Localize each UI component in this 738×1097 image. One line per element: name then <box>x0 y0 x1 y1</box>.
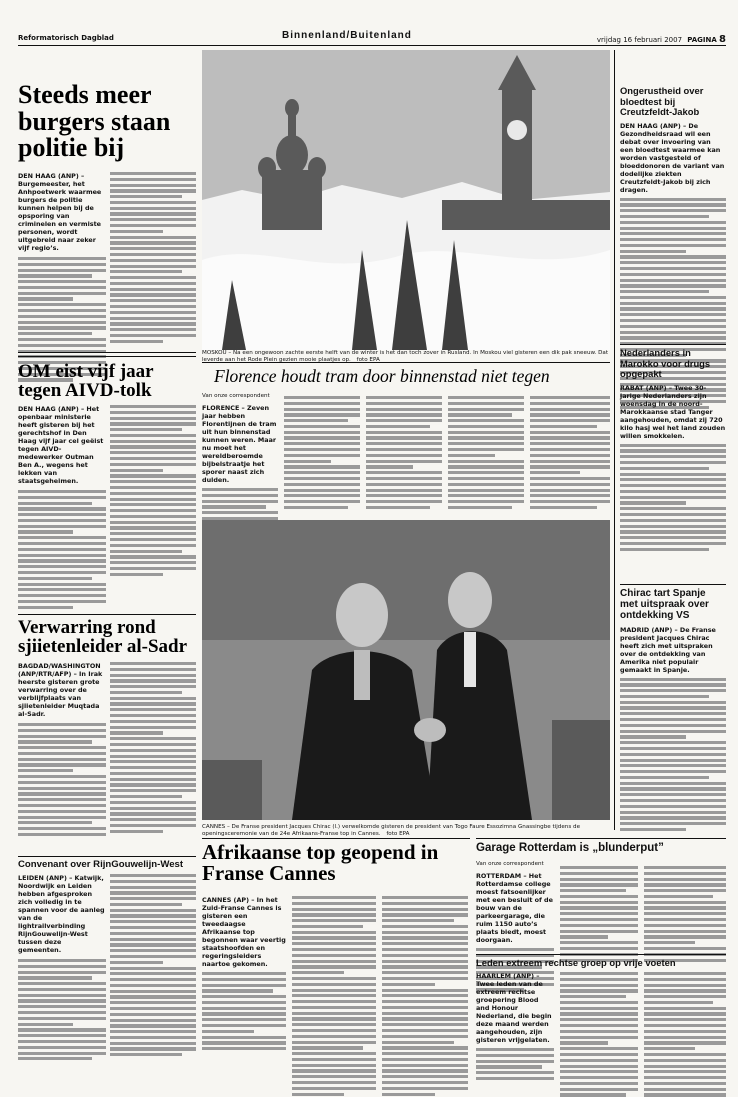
side3-headline: Chirac tart Spanje met uitspraak over ontdekking VS <box>620 588 709 622</box>
sadr-col-2 <box>110 662 196 833</box>
rijn-col-2 <box>110 874 196 1056</box>
header-rule <box>18 45 726 46</box>
chirac-gnassingbe-photo <box>202 520 610 820</box>
side2-headline: Nederlanders in Marokko voor drugs opgepakt <box>620 347 711 380</box>
garage-col-2 <box>560 866 638 962</box>
side1-headline: Ongerustheid over bloedtest bij Creutzfeldt-Jakob <box>620 85 704 118</box>
florence-lede: FLORENCE – Zeven jaar hebben Florentijnen de tram uit hun binnenstad kunnen weren. Maar nu moet het wereldberoemde bijbelstraatje het sporer naast zich dulden. <box>202 404 277 484</box>
sidebar-story-3 <box>620 588 726 831</box>
sadr-lede: BAGDAD/WASHINGTON (ANP/RTR/AFP) – In Irak heerste gisteren grote verwarring over de verblijfplaats van sjiietenleider Muqtada al-Sadr. <box>18 662 103 718</box>
sadr-headline: Verwarring rond sjiietenleider al-Sadr <box>18 617 188 658</box>
afrika-headline: Afrikaanse top geopend in Franse Cannes <box>202 840 439 886</box>
aivd-body-2 <box>110 405 196 576</box>
sadr-top-rule <box>18 614 196 615</box>
side3-lede: MADRID (ANP) – De Franse president Jacques Chirac heeft zich met uitspraken over de ontdekking van Amerika niet populair gemaakt in Spanje. <box>620 625 716 674</box>
cannes-caption-text: CANNES – De Franse president Jacques Chirac (l.) verwelkomde gisteren de president van Togo Faure Essozimna Gnassingbe tijdens de openingsceremonie van de 24e Afrikaans-Franse top in Cannes. <box>202 824 581 837</box>
page-info <box>597 34 726 45</box>
florence-col-2 <box>284 396 360 509</box>
florence-headline: Florence houdt tram door binnenstad niet tegen <box>214 366 550 386</box>
leden-lede: HAARLEM (ANP) – Twee leden van de extreem rechtse groepering Blood and Honour Nederland, die begin deze maand werden aangehouden, zijn gisteren vrijgelaten. <box>476 972 552 1044</box>
garage-col-3 <box>644 866 726 962</box>
publication-name: Reformatorisch Dagblad <box>18 34 114 42</box>
moscow-photo-credit: foto EPA <box>356 356 380 363</box>
aivd-lede: DEN HAAG (ANP) – Het openbaar ministerie heeft gisteren bij het gerechtshof in Den Haag vijf jaar cel geëist tegen AIVD-medewerker Outman Ben A., wegens het lekken van staatsgeheimen. <box>18 405 104 485</box>
leden-col-2 <box>560 972 638 1097</box>
side2-top-rule <box>620 344 726 345</box>
afrika-body-3 <box>382 896 468 1096</box>
page-number: 8 <box>719 34 726 45</box>
aivd-col-2 <box>110 405 196 576</box>
side2-body <box>620 444 726 551</box>
politie-lede: DEN HAAG (ANP) – Burgemeester, het Anhpoetwerk waarmee burgers de politie kunnen helpen bij de opsporing van criminelen en vermiste personen, wordt uitgebreid naar zeker vijf regio’s. <box>18 172 102 252</box>
rijn-top-rule <box>18 856 196 857</box>
florence-body-3 <box>366 396 442 509</box>
garage-body-2 <box>560 866 638 962</box>
aivd-body <box>18 490 106 609</box>
florence-body-4 <box>448 396 524 509</box>
rijn-col-1 <box>18 874 106 1060</box>
florence-body-5 <box>530 396 610 509</box>
afrika-body-1 <box>202 972 286 1050</box>
afrika-col-2 <box>292 896 376 1096</box>
aivd-headline: OM eist vijf jaar tegen AIVD-tolk <box>18 361 154 402</box>
leden-headline: Leden extreem rechtse groep op vrije voeten <box>476 957 676 968</box>
leden-top-rule <box>476 954 726 955</box>
politie-col-2 <box>110 172 196 343</box>
afrika-lede: CANNES (AP) – In het Zuid-Franse Cannes is gisteren een tweedaagse Afrikaanse top begonnen waar veertig staatshoofden en regeringsleiders naartoe gekomen. <box>202 896 286 968</box>
sadr-body-2 <box>110 662 196 833</box>
side3-top-rule <box>620 584 726 585</box>
rijn-lede: LEIDEN (ANP) – Katwijk, Noordwijk en Leiden hebben afgesproken zich volledig in te spannen voor de aanleg van de lightrailverbinding RijnGouwelijn-West tussen deze gemeenten. <box>18 874 105 954</box>
leden-col-3 <box>644 972 726 1097</box>
sadr-body <box>18 723 106 836</box>
cannes-photo-credit: foto EPA <box>386 830 410 837</box>
politie-body-2 <box>110 172 196 343</box>
side2-lede: RABAT (ANP) – Twee 30-jarige Nederlanders zijn woensdag in de noord-Marokkaanse stad Tanger aangehouden, omdat zij 720 kilo hasj wel het land zouden willen smokkelen. <box>620 383 726 440</box>
leden-body-1 <box>476 1048 554 1080</box>
florence-col-4 <box>448 396 524 509</box>
moscow-snow-photo <box>202 50 610 350</box>
florence-body-2 <box>284 396 360 509</box>
aivd-col-1 <box>18 405 106 609</box>
rijn-headline: Convenant over RijnGouwelijn-West <box>18 859 184 870</box>
leden-body-2 <box>560 972 638 1097</box>
politie-end-rule <box>18 352 196 353</box>
section-title: Binnenland/Buitenland <box>282 30 412 41</box>
florence-col-5 <box>530 396 610 509</box>
garage-headline: Garage Rotterdam is „blunderput” <box>476 842 664 854</box>
issue-date: vrijdag 16 februari 2007 <box>596 36 683 44</box>
garage-lede: ROTTERDAM – Het Rotterdamse college moest fatsoenlijker met een besluit of de bouw van de parkeergarage, die ruim 1150 auto’s plaats biedt, moest doorgaan. <box>476 872 553 944</box>
sidebar-story-2 <box>620 348 726 551</box>
florence-col-3 <box>366 396 442 509</box>
garage-top-rule <box>476 838 726 839</box>
cannes-caption <box>202 824 610 838</box>
sidebar-divider <box>614 50 615 830</box>
politie-headline: Steeds meer burgers staan politie bij <box>18 80 171 163</box>
side1-lede: DEN HAAG (ANP) – De Gezondheidsraad wil een debat over invoering van een bloedtest waarmee kan worden vastgesteld of bloeddonoren de variant van dodelijke ziekten Creutzfeldt-Jakob bij zich dragen. <box>620 121 725 194</box>
florence-top-rule <box>202 362 610 363</box>
rijn-body-2 <box>110 874 196 1056</box>
afrika-col-3 <box>382 896 468 1096</box>
garage-body-3 <box>644 866 726 962</box>
rijn-body <box>18 959 106 1060</box>
aivd-top-rule <box>18 356 196 357</box>
moscow-caption-text: MOSKOU – Na een ongewoon zachte eerste helft van de winter is het dan toch zover in Rusland. In Moskou viel gisteren een dik pak sneeuw. Dat leverde aan het Rode Plein gezien mooie plaatjes op. <box>202 350 609 363</box>
cannes-photo-image <box>202 520 610 820</box>
leden-body-3 <box>644 972 726 1097</box>
afrika-top-rule <box>202 838 470 839</box>
moscow-photo-image <box>202 50 610 350</box>
leden-col-1 <box>476 972 554 1080</box>
sadr-col-1 <box>18 662 106 836</box>
florence-byline: Van onze correspondent <box>202 393 270 399</box>
afrika-body-2 <box>292 896 376 1096</box>
side3-body <box>620 678 726 832</box>
garage-byline: Van onze correspondent <box>476 861 544 867</box>
page-label: PAGINA <box>687 36 717 44</box>
afrika-col-1 <box>202 896 286 1050</box>
politie-col-1 <box>18 172 106 382</box>
